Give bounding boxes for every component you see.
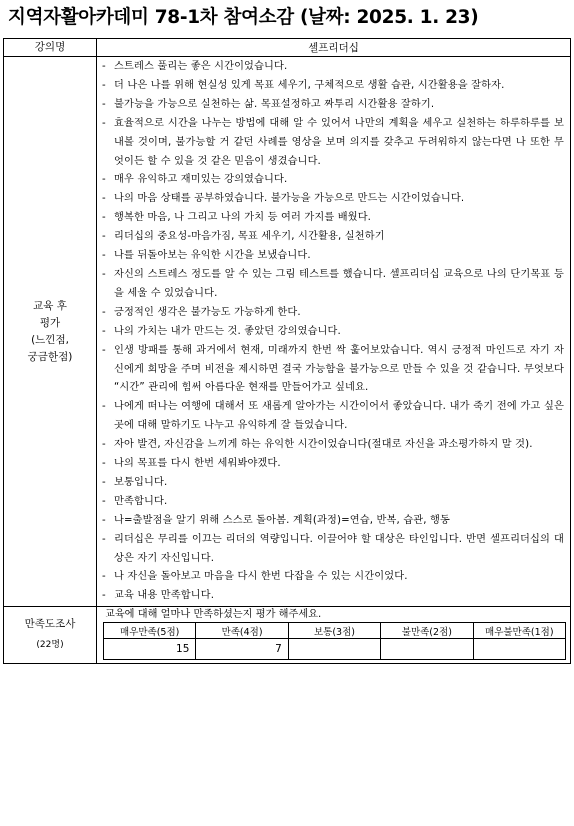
respondent-count: (22명): [36, 640, 64, 651]
rating-count-dissatisfied: [381, 639, 473, 660]
comment-item: - 나의 목표를 다시 한번 세워봐야겠다.: [101, 455, 564, 474]
comment-item: - 나=출발점을 알기 위해 스스로 돌아봄. 계획(과정)=연습, 반복, 습관, 행동: [101, 512, 564, 531]
comment-item: - 자신의 스트레스 정도를 알 수 있는 그림 테스트를 했습니다. 셀프리더십 교육으로 나의 단기목표 등을 세울 수 있었습니다.: [101, 266, 564, 304]
comment-item: - 더 나은 나를 위해 현실성 있게 목표 세우기, 구체적으로 생활 습관, 시간활용을 잘하자.: [101, 77, 564, 96]
comment-item: - 보통입니다.: [101, 474, 564, 493]
comment-item: - 만족합니다.: [101, 493, 564, 512]
comment-item: - 나의 가치는 내가 만드는 것. 좋았던 강의였습니다.: [101, 323, 564, 342]
satisfaction-header-row: [104, 623, 566, 639]
rating-header-satisfied: 만족(4점): [196, 623, 288, 639]
lecture-row: [4, 39, 571, 57]
comment-item: - 불가능을 가능으로 실천하는 삶. 목표설정하고 짜투리 시간활용 잘하기.: [101, 96, 564, 115]
comment-item: - 나를 뒤돌아보는 유익한 시간을 보냈습니다.: [101, 247, 564, 266]
rating-header-dissatisfied: 불만족(2점): [381, 623, 473, 639]
comment-item: - 자아 발견, 자신감을 느끼게 하는 유익한 시간이었습니다(절대로 자신을 과소평가하지 말 것).: [101, 436, 564, 455]
comment-item: - 나의 마음 상태를 공부하였습니다. 불가능을 가능으로 만드는 시간이었습니다.: [101, 190, 564, 209]
comment-item: - 행복한 마음, 나 그리고 나의 가치 등 여러 가지를 배웠다.: [101, 209, 564, 228]
satisfaction-question: 교육에 대해 얼마나 만족하셨는지 평가 해주세요.: [105, 609, 322, 621]
comment-item: - 리더십은 무리를 이끄는 리더의 역량입니다. 이끌어야 할 대상은 타인입니다. 반면 셀프리더십의 대상은 자기 자신입니다.: [101, 531, 564, 569]
comment-item: - 인생 방패를 통해 과거에서 현재, 미래까지 한번 싹 훑어보았습니다. 역시 긍정적 마인드로 자기 자신에게 희망을 주며 비전을 제시하면 결국 가능함을 불가능으로 만들 수 있을 것 같습니다. 무엇보다 “시간” 관리에 힘써 아름다운 현재를 만들어가고 싶네요.: [101, 342, 564, 399]
rating-header-very-satisfied: 매우만족(5점): [104, 623, 196, 639]
comment-item: - 나 자신을 돌아보고 마음을 다시 한번 다잡을 수 있는 시간이었다.: [101, 568, 564, 587]
comment-item: - 긍정적인 생각은 불가능도 가능하게 한다.: [101, 304, 564, 323]
satisfaction-value-row: [104, 639, 566, 660]
evaluation-label-line: 평가: [39, 316, 61, 329]
rating-header-neutral: 보통(3점): [288, 623, 380, 639]
comment-item: - 매우 유익하고 재미있는 강의였습니다.: [101, 171, 564, 190]
comment-item: - 나에게 떠나는 여행에 대해서 또 새롭게 알아가는 시간이어서 좋았습니다. 내가 죽기 전에 가고 싶은 곳에 대해 말하기도 나누고 유익하게 잘 들었습니다.: [101, 398, 564, 436]
evaluation-label-line: 교육 후: [33, 299, 67, 312]
rating-header-very-dissatisfied: 매우불만족(1점): [473, 623, 565, 639]
rating-count-neutral: [288, 639, 380, 660]
lecture-label: 강의명: [4, 39, 97, 57]
rating-count-very-satisfied: 15: [104, 639, 196, 660]
comment-item: - 스트레스 풀리는 좋은 시간이었습니다.: [101, 58, 564, 77]
evaluation-label: [4, 57, 97, 607]
evaluation-comments: [97, 57, 571, 607]
satisfaction-table: [103, 622, 566, 660]
comment-item: - 효율적으로 시간을 나누는 방법에 대해 알 수 있어서 나만의 계획을 세우고 실천하는 하루하루를 보내볼 것이며, 불가능할 거 같던 사례를 영상을 보며 의지를 갖추고 두려워하지 않는다면 나 또한 무엇이든 할 수 있을 것 같은 믿음이 생겼습니다.: [101, 115, 564, 172]
satisfaction-content: [97, 607, 571, 664]
survey-table: [3, 38, 571, 664]
lecture-name: 셀프리더십: [97, 39, 571, 57]
comment-item: - 교육 내용 만족합니다.: [101, 587, 564, 606]
satisfaction-label: [4, 607, 97, 664]
satisfaction-row: [4, 607, 571, 664]
rating-count-satisfied: 7: [196, 639, 288, 660]
page-title: 지역자활아카데미 78-1차 참여소감 (날짜: 2025. 1. 23): [8, 7, 479, 28]
evaluation-row: [4, 57, 571, 607]
evaluation-label-line: 궁금한점): [27, 350, 73, 363]
evaluation-label-line: (느낀점,: [31, 333, 69, 346]
satisfaction-label-text: 만족도조사: [24, 618, 76, 631]
comment-item: - 리더십의 중요성-마음가짐, 목표 세우기, 시간활용, 실천하기: [101, 228, 564, 247]
rating-count-very-dissatisfied: [473, 639, 565, 660]
